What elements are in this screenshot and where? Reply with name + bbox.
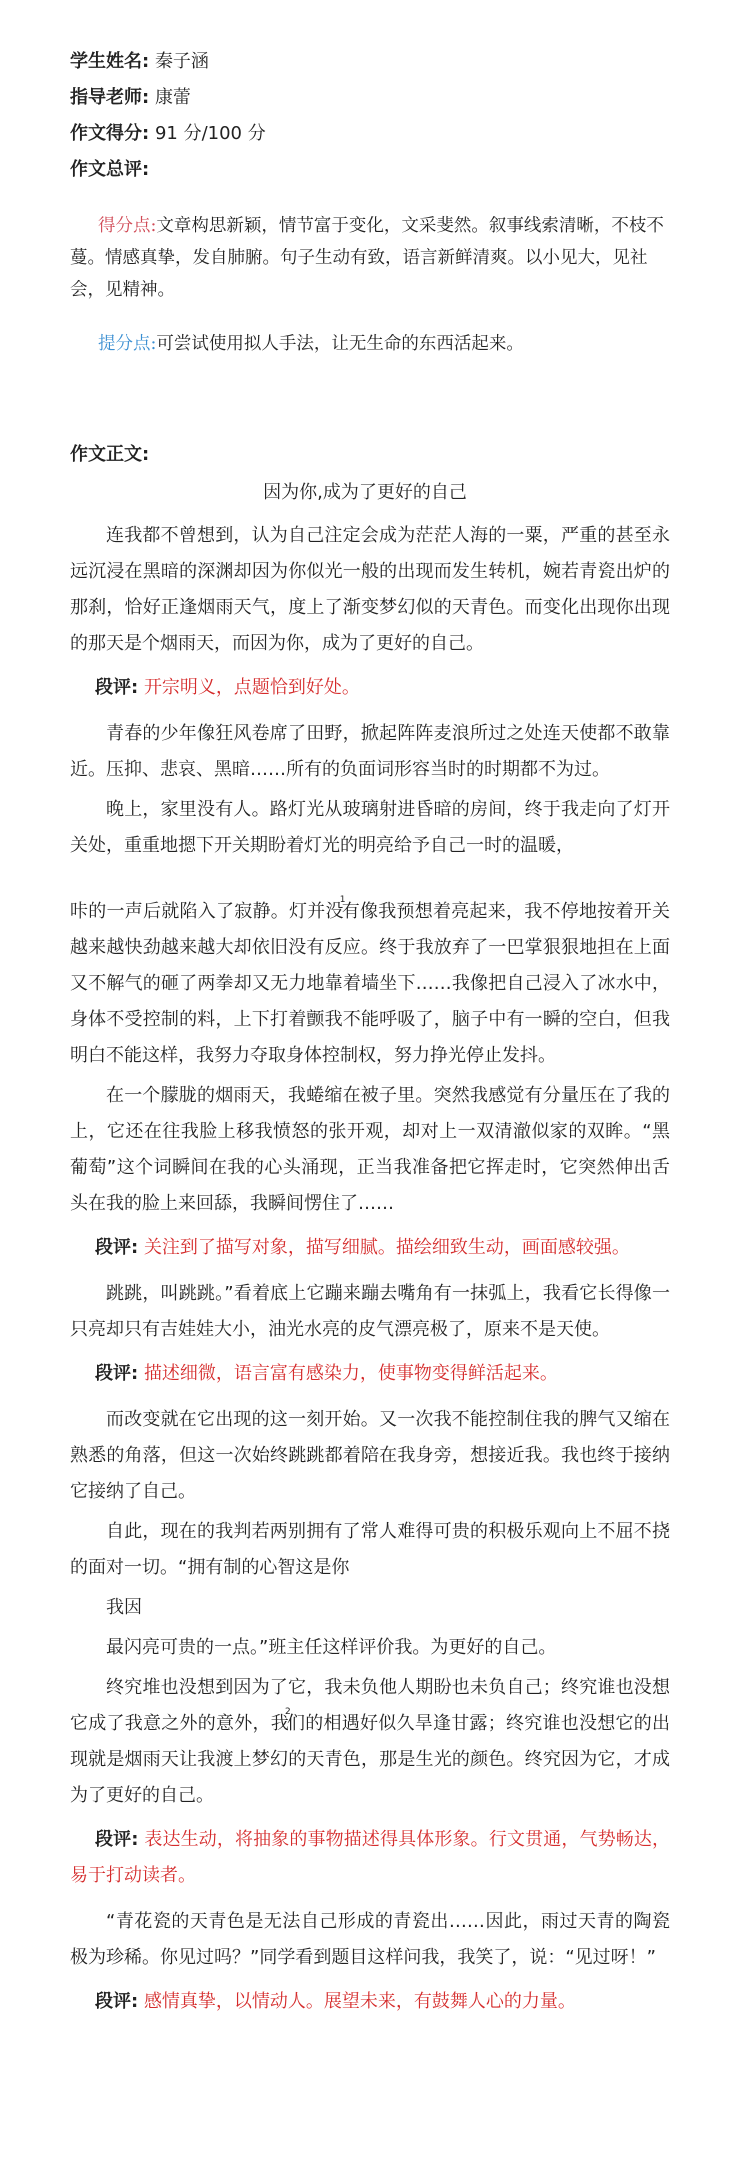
essay-paragraph: “青花瓷的天青色是无法自己形成的青瓷出……因此，雨过天青的陶瓷极为珍稀。你见过吗？”同学看到题目这样问我，我笑了，说：“见过呀！” (70, 1911, 670, 1968)
score-label: 作文得分: (70, 123, 150, 144)
paragraph-review (70, 1822, 670, 1894)
student-label: 学生姓名: (70, 51, 150, 72)
merit-tag: 得分点: (98, 216, 157, 236)
review-text: 表达生动，将抽象的事物描述得具体形象。行文贯通，气势畅达，易于打动读者。 (70, 1829, 670, 1886)
review-text: 开宗明义，点题恰到好处。 (143, 677, 360, 698)
paragraph-review (70, 1356, 670, 1392)
teacher-label: 指导老师: (70, 87, 150, 108)
essay-text: 咔的一声后就陷入了寂静。灯并没 (70, 901, 344, 922)
essay-paragraph: 自此，现在的我判若两别拥有了常人难得可贵的积极乐观向上不屈不挠的面对一切。“拥有制的心智这是你 (70, 1521, 670, 1578)
essay-text: 们的相遇好似久旱逢甘露；终究谁也没想它的出现就是烟雨天让我渡上梦幻的天青色，那是生光的颜色。终究因为它，才成为了更好的自己。 (70, 1713, 671, 1806)
essay-paragraph (70, 894, 670, 1074)
essay-paragraph: 跳跳，叫跳跳。”看着底上它蹦来蹦去嘴角有一抹弧上，我看它长得像一只亮却只有吉娃娃大小，油光水亮的皮气漂亮极了，原来不是天使。 (70, 1283, 670, 1340)
essay-text: 终究堆也没想到因为了它，我未负他人期盼也未负自己；终究谁也没想它成了我意之外的意外，我 (70, 1677, 670, 1734)
review-tag: 段评: (95, 1237, 139, 1258)
essay-body (70, 518, 670, 2030)
essay-paragraph: 在一个朦胧的烟雨天，我蜷缩在被子里。突然我感觉有分量压在了我的上，它还在往我脸上移我愤怒的张开观，却对上一双清澈似家的双眸。“黑葡萄”这个词瞬间在我的心头涌现，正当我准备把它挥走时，它突然伸出舌头在我的脸上来回舔，我瞬间愣住了…… (70, 1085, 670, 1214)
footnote-marker: 1 (339, 895, 346, 905)
improve-paragraph (70, 328, 670, 360)
teacher-name: 康蕾 (154, 87, 191, 108)
paragraph-review (70, 670, 670, 706)
comment-label: 作文总评: (70, 159, 150, 180)
essay-paragraph: 最闪亮可贵的一点。”班主任这样评价我。为更好的自己。 (106, 1637, 557, 1658)
improve-text: 可尝试使用拟人手法，让无生命的东西活起来。 (156, 334, 524, 354)
essay-text: 有像我预想着亮起来，我不停地按着开关越来越快劲越来越大却依旧没有反应。终于我放弃了一巴掌狠狠地担在上面又不解气的砸了两拳却又无力地靠着墙坐下……我像把自己浸入了冰水中，身体不受控制的料，上下打着颤我不能呼吸了，脑子中有一瞬的空白，但我明白不能这样，我努力夺取身体控制权，努力挣光停止发抖。 (70, 901, 671, 1066)
footnote-marker: 2 (285, 1707, 291, 1717)
student-row (70, 44, 266, 80)
review-text: 描述细微，语言富有感染力，使事物变得鲜活起来。 (143, 1363, 558, 1384)
paragraph-review (70, 1984, 670, 2020)
review-tag: 段评: (95, 677, 139, 698)
paragraph-review (70, 1230, 670, 1266)
essay-paragraph: 而改变就在它出现的这一刻开始。又一次我不能控制住我的脾气又缩在熟悉的角落，但这一次始终跳跳都着陪在我身旁，想接近我。我也终于接纳它接纳了自己。 (70, 1409, 670, 1502)
score-value: 91 分/100 分 (154, 123, 266, 144)
teacher-row (70, 80, 266, 116)
essay-paragraph: 我因 (106, 1597, 142, 1618)
essay-paragraph: 晚上，家里没有人。路灯光从玻璃射进昏暗的房间，终于我走向了灯开关处，重重地摁下开关期盼着灯光的明亮给予自己一时的温暖， (70, 799, 670, 856)
essay-title: 因为你,成为了更好的自己 (263, 482, 467, 503)
essay-label: 作文正文: (70, 444, 150, 465)
review-text: 关注到了描写对象，描写细腻。描绘细致生动，画面感较强。 (143, 1237, 630, 1258)
essay-meta (70, 44, 266, 188)
review-tag: 段评: (95, 1829, 139, 1850)
score-row (70, 116, 266, 152)
essay-paragraph: 青春的少年像狂风卷席了田野，掀起阵阵麦浪所过之处连天使都不敢靠近。压抑、悲哀、黑暗……所有的负面词形容当时的时期都不为过。 (70, 723, 670, 780)
review-text: 感情真挚，以情动人。展望未来，有鼓舞人心的力量。 (143, 1991, 576, 2012)
review-tag: 段评: (95, 1991, 139, 2012)
student-name: 秦子涵 (154, 51, 209, 72)
essay-paragraph: 连我都不曾想到，认为自己注定会成为茫茫人海的一粟，严重的甚至永远沉浸在黑暗的深渊却因为你似光一般的出现而发生转机，婉若青瓷出炉的那刹，恰好正逢烟雨天气，度上了渐变梦幻似的天青色。而变化出现你出现的那天是个烟雨天，而因为你，成为了更好的自己。 (70, 525, 670, 654)
improve-tag: 提分点: (98, 334, 157, 354)
merit-paragraph (70, 210, 670, 306)
comment-row (70, 152, 266, 188)
review-tag: 段评: (95, 1363, 139, 1384)
essay-paragraph (70, 1670, 670, 1814)
merit-text: 文章构思新颖，情节富于变化，文采斐然。叙事线索清晰，不枝不蔓。情感真挚，发自肺腑。句子生动有致，语言新鲜清爽。以小见大，见社会，见精神。 (70, 216, 664, 300)
overall-comment (70, 210, 670, 360)
